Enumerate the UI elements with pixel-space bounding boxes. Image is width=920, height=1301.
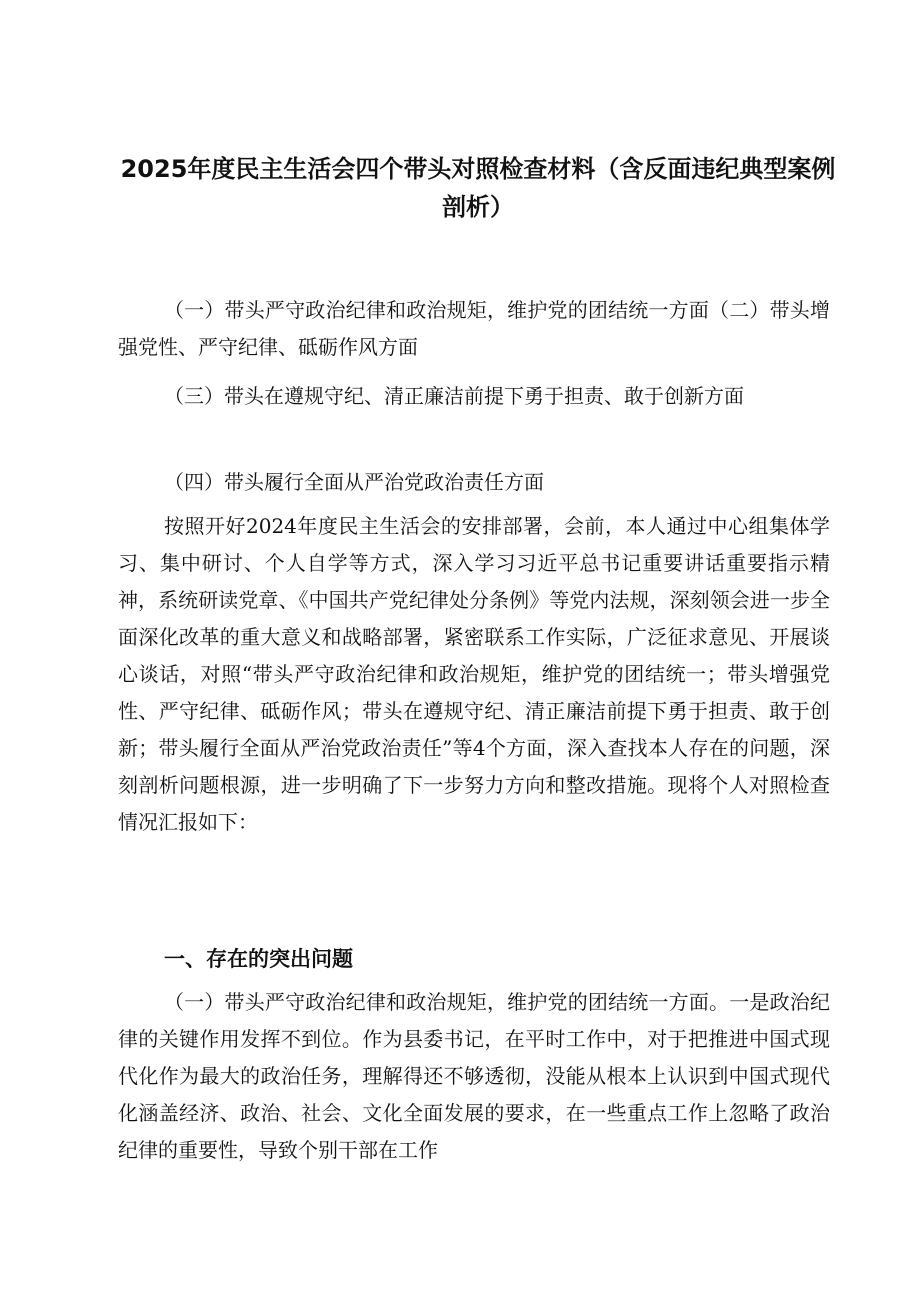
toc-item-1: （一）带头严守政治纪律和政治规矩，维护党的团结统一方面（二）带头增强党性、严守纪律、砥砺作风方面	[118, 298, 830, 359]
document-title: 2025年度民主生活会四个带头对照检查材料（含反面违纪典型案例剖析）	[120, 155, 836, 221]
toc-item-4: （四）带头履行全面从严治党政治责任方面	[164, 470, 544, 494]
section-paragraph: （一）带头严守政治纪律和政治规矩，维护党的团结统一方面。一是政治纪律的关键作用发挥不到位。作为县委书记，在平时工作中，对于把推进中国式现代化作为最大的政治任务，理解得还不够透彻，没能从根本上认识到中国式现代化涵盖经济、政治、社会、文化全面发展的要求，在一些重点工作上忽略了政治纪律的重要性，导致个别干部在工作	[118, 990, 830, 1162]
intro-paragraph: 按照开好2024年度民主生活会的安排部署，会前，本人通过中心组集体学习、集中研讨、个人自学等方式，深入学习习近平总书记重要讲话重要指示精神，系统研读党章、《中国共产党纪律处分条例》等党内法规，深刻领会进一步全面深化改革的重大意义和战略部署，紧密联系工作实际，广泛征求意见、开展谈心谈话，对照“带头严守政治纪律和政治规矩，维护党的团结统一；带头增强党性、严守纪律、砥砺作风；带头在遵规守纪、清正廉洁前提下勇于担责、敢于创新；带头履行全面从严治党政治责任”等4个方面，深入查找本人存在的问题，深刻剖析问题根源，进一步明确了下一步努力方向和整改措施。现将个人对照检查情况汇报如下：	[118, 514, 830, 834]
section-heading: 一、存在的突出问题	[164, 947, 353, 971]
toc-item-3: （三）带头在遵规守纪、清正廉洁前提下勇于担责、敢于创新方面	[164, 384, 744, 408]
